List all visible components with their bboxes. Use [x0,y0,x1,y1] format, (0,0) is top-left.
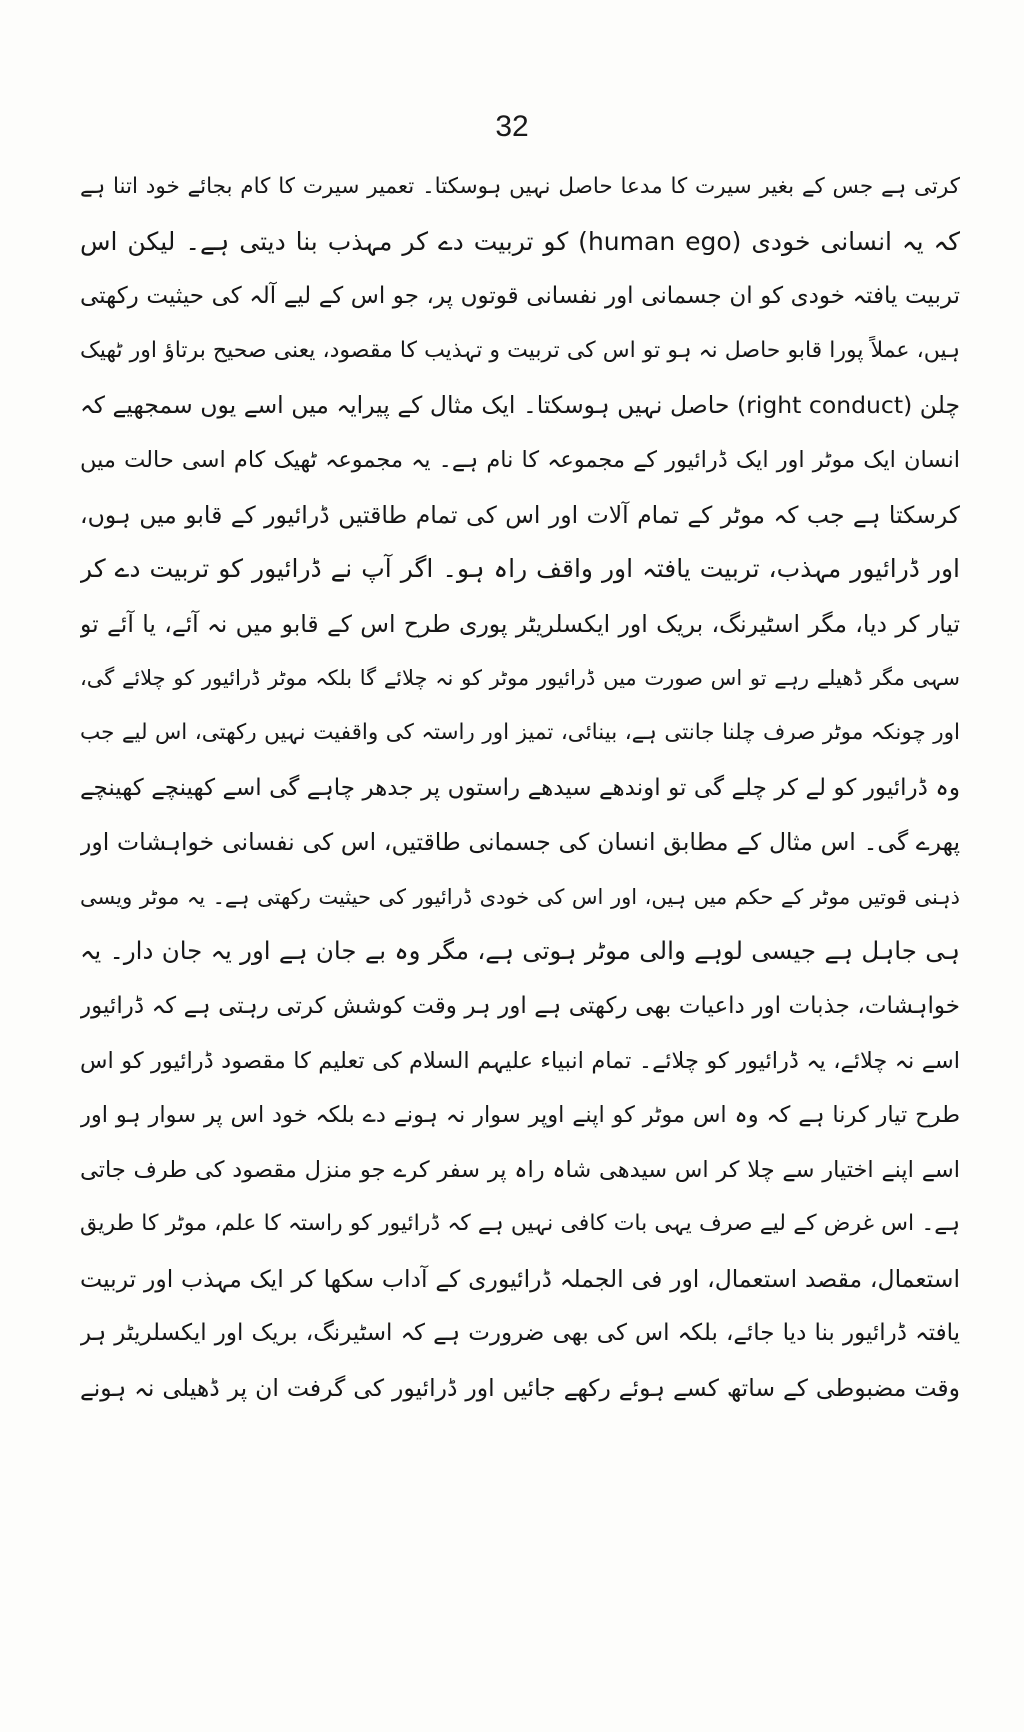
text-line: طرح تیار کرنا ہے کہ وہ اس موٹر کو اپنے اوپر سوار نہ ہونے دے بلکہ خود اس پر سوار ہو اور [80,1102,960,1129]
text-line: پھرے گی۔ اس مثال کے مطابق انسان کی جسمانی طاقتیں، اس کی نفسانی خواہشات اور [80,828,960,857]
text-line: چلن (right conduct) حاصل نہیں ہوسکتا۔ ایک مثال کے پیرایہ میں اسے یوں سمجھیے کہ [80,391,960,420]
text-line: اور ڈرائیور مہذب، تربیت یافتہ اور واقف راہ ہو۔ اگر آپ نے ڈرائیور کو تربیت دے کر [80,554,960,584]
text-line: ہی جاہل ہے جیسی لوہے والی موٹر ہوتی ہے، مگر وہ بے جان ہے اور یہ جان دار۔ یہ [80,936,960,966]
page-body-text [80,160,960,1416]
text-line: ہے۔ اس غرض کے لیے صرف یہی بات کافی نہیں ہے کہ ڈرائیور کو راستہ کا علم، موٹر کا طریق [80,1211,960,1237]
text-line: سہی مگر ڈھیلے رہے تو اس صورت میں ڈرائیور موٹر کو نہ چلائے گا بلکہ موٹر ڈرائیور کو چلائے گی، [80,666,960,691]
text-line: وقت مضبوطی کے ساتھ کسے ہوئے رکھے جائیں اور ڈرائیور کی گرفت ان پر ڈھیلی نہ ہونے [80,1374,960,1403]
text-line: تربیت یافتہ خودی کو ان جسمانی اور نفسانی قوتوں پر، جو اس کے لیے آلہ کی حیثیت رکھتی [80,283,960,310]
text-line: خواہشات، جذبات اور داعیات بھی رکھتی ہے اور ہر وقت کوشش کرتی رہتی ہے کہ ڈرائیور [80,992,960,1019]
text-line: اور چونکہ موٹر صرف چلنا جانتی ہے، بینائی، تمیز اور راستہ کی واقفیت نہیں رکھتی، اس لیے جب [80,719,960,745]
text-line: یافتہ ڈرائیور بنا دیا جائے، بلکہ اس کی بھی ضرورت ہے کہ اسٹیرنگ، بریک اور ایکسلریٹر ہر [80,1320,960,1347]
text-line: ہیں، عملاً پورا قابو حاصل نہ ہو تو اس کی تربیت و تہذیب کا مقصود، یعنی صحیح برتاؤ اور ٹھیک [80,337,960,363]
text-line: انسان ایک موٹر اور ایک ڈرائیور کے مجموعہ کا نام ہے۔ یہ مجموعہ ٹھیک کام اسی حالت میں [80,446,960,473]
text-line: تیار کر دیا، مگر اسٹیرنگ، بریک اور ایکسلریٹر پوری طرح اس کے قابو میں نہ آئے، یا آئے تو [80,609,960,638]
text-line: ذہنی قوتیں موٹر کے حکم میں ہیں، اور اس کی خودی ڈرائیور کی حیثیت رکھتی ہے۔ یہ موٹر ویسی [80,884,960,909]
text-line: کہ یہ انسانی خودی (human ego) کو تربیت دے کر مہذب بنا دیتی ہے۔ لیکن اس [80,226,960,256]
text-line: وہ ڈرائیور کو لے کر چلے گی تو اوندھے سیدھے راستوں پر جدھر چاہے گی اسے کھینچے کھینچے [80,774,960,801]
text-line: اسے نہ چلائے، یہ ڈرائیور کو چلائے۔ تمام انبیاء علیہم السلام کی تعلیم کا مقصود ڈرائیور کو اس [80,1047,960,1074]
page-number: 32 [495,110,529,143]
text-line: کرتی ہے جس کے بغیر سیرت کا مدعا حاصل نہیں ہوسکتا۔ تعمیر سیرت کا کام بجائے خود اتنا ہے [80,174,960,199]
text-line: اسے اپنے اختیار سے چلا کر اس سیدھی شاہ راہ پر سفر کرے جو منزل مقصود کی طرف جاتی [80,1156,960,1183]
text-line: کرسکتا ہے جب کہ موٹر کے تمام آلات اور اس کی تمام طاقتیں ڈرائیور کے قابو میں ہوں، [80,500,960,529]
text-line: استعمال، مقصد استعمال، اور فی الجملہ ڈرائیوری کے آداب سکھا کر ایک مہذب اور تربیت [80,1264,960,1293]
